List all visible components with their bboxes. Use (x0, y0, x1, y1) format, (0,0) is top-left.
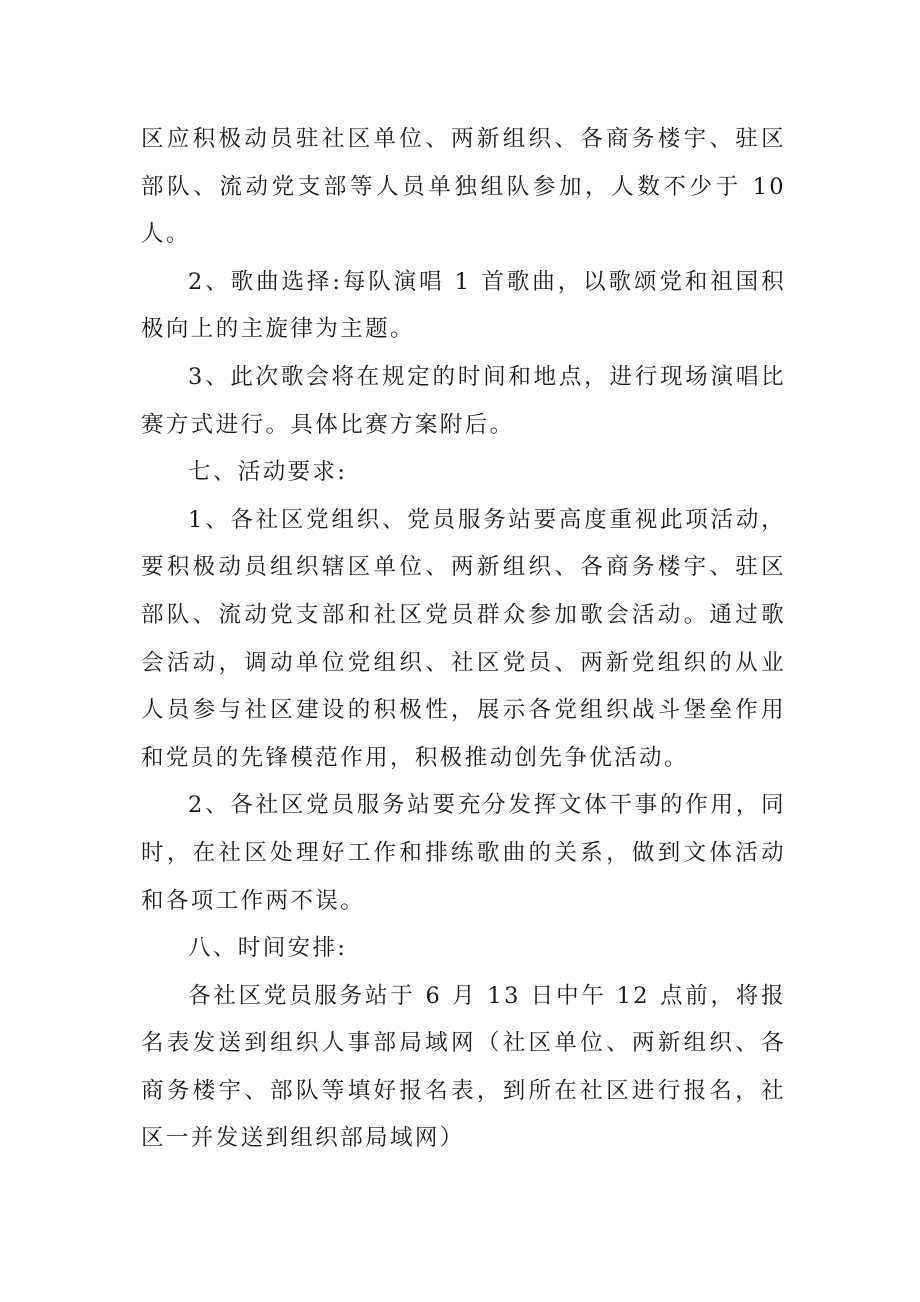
document-page (141, 116, 786, 1163)
paragraph-competition-format: 3、此次歌会将在规定的时间和地点，进行现场演唱比赛方式进行。具体比赛方案附后。 (141, 363, 786, 438)
section-heading-schedule: 八、时间安排: (188, 935, 348, 962)
paragraph-schedule-details: 各社区党员服务站于 6 月 13 日中午 12 点前，将报名表发送到组织人事部局域网（社区单位、两新组织、各商务楼宇、部队等填好报名表，到所在社区进行报名，社区一并发送到组织部局域网） (141, 982, 786, 1152)
paragraph-requirement-1: 1、各社区党组织、党员服务站要高度重视此项活动，要积极动员组织辖区单位、两新组织、各商务楼宇、驻区部队、流动党支部和社区党员群众参加歌会活动。通过歌会活动，调动单位党组织、社区党员、两新党组织的从业人员参与社区建设的积极性，展示各党组织战斗堡垒作用和党员的先锋模范作用，积极推动创先争优活动。 (141, 506, 786, 771)
paragraph-registration-participants: 区应积极动员驻社区单位、两新组织、各商务楼宇、驻区部队、流动党支部等人员单独组队参加，人数不少于 10 人。 (141, 126, 786, 248)
paragraph-requirement-2: 2、各社区党员服务站要充分发挥文体干事的作用，同时，在社区处理好工作和排练歌曲的关系，做到文体活动和各项工作两不误。 (141, 792, 786, 914)
paragraph-song-selection: 2、歌曲选择:每队演唱 1 首歌曲，以歌颂党和祖国积极向上的主旋律为主题。 (141, 268, 786, 343)
section-heading-requirements: 七、活动要求: (188, 459, 348, 486)
